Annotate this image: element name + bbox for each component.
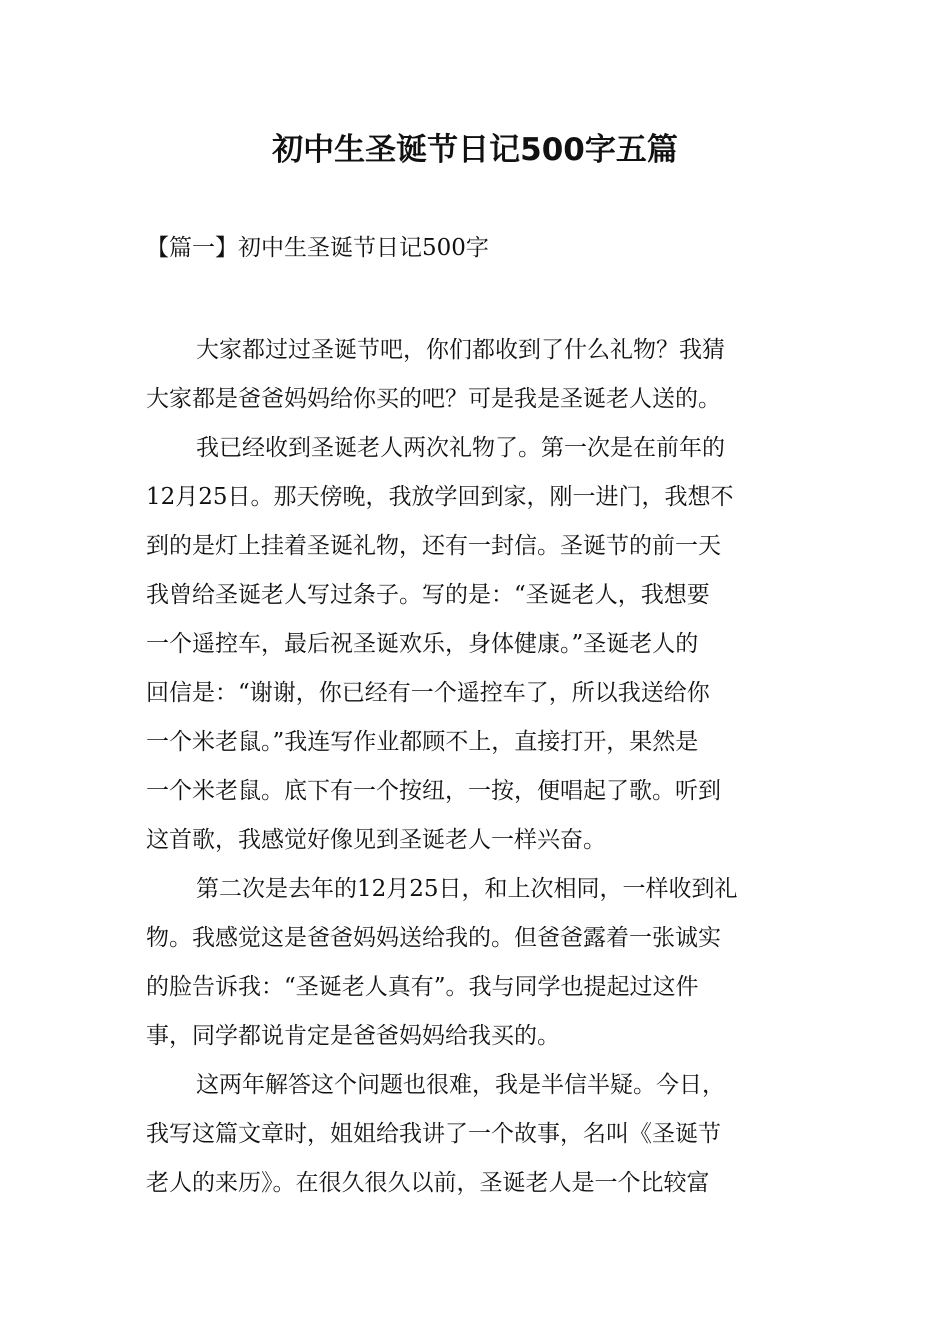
text-line: 事，同学都说肯定是爸爸妈妈给我买的。 [146,1023,560,1049]
text-line: 这首歌，我感觉好像见到圣诞老人一样兴奋。 [146,827,606,853]
section-heading: 【篇一】初中生圣诞节日记500字 [146,235,489,261]
text-line: 大家都是爸爸妈妈给你买的吧？可是我是圣诞老人送的。 [146,386,721,412]
text-line: 大家都过过圣诞节吧，你们都收到了什么礼物？我猜 [196,337,725,363]
text-line: 这两年解答这个问题也很难，我是半信半疑。今日， [196,1072,725,1098]
text-line: 我已经收到圣诞老人两次礼物了。第一次是在前年的 [196,435,725,461]
text-line: 的脸告诉我：“圣诞老人真有”。我与同学也提起过这件 [146,974,699,1000]
text-line: 我写这篇文章时，姐姐给我讲了一个故事，名叫《圣诞节 [146,1121,721,1147]
text-line: 12月25日。那天傍晚，我放学回到家，刚一进门，我想不 [146,484,734,510]
text-line: 老人的来历》。在很久很久以前，圣诞老人是一个比较富 [146,1170,710,1196]
document-title: 初中生圣诞节日记500字五篇 [272,132,678,168]
text-line: 第二次是去年的12月25日，和上次相同，一样收到礼 [196,876,738,902]
text-line: 回信是：“谢谢，你已经有一个遥控车了，所以我送给你 [146,680,710,706]
text-line: 物。我感觉这是爸爸妈妈送给我的。但爸爸露着一张诚实 [146,925,721,951]
text-line: 一个米老鼠。”我连写作业都顾不上，直接打开，果然是 [146,729,699,755]
text-line: 我曾给圣诞老人写过条子。写的是：“圣诞老人，我想要 [146,582,710,608]
text-line: 到的是灯上挂着圣诞礼物，还有一封信。圣诞节的前一天 [146,533,721,559]
text-line: 一个米老鼠。底下有一个按纽，一按，便唱起了歌。听到 [146,778,721,804]
text-line: 一个遥控车，最后祝圣诞欢乐，身体健康。”圣诞老人的 [146,631,699,657]
